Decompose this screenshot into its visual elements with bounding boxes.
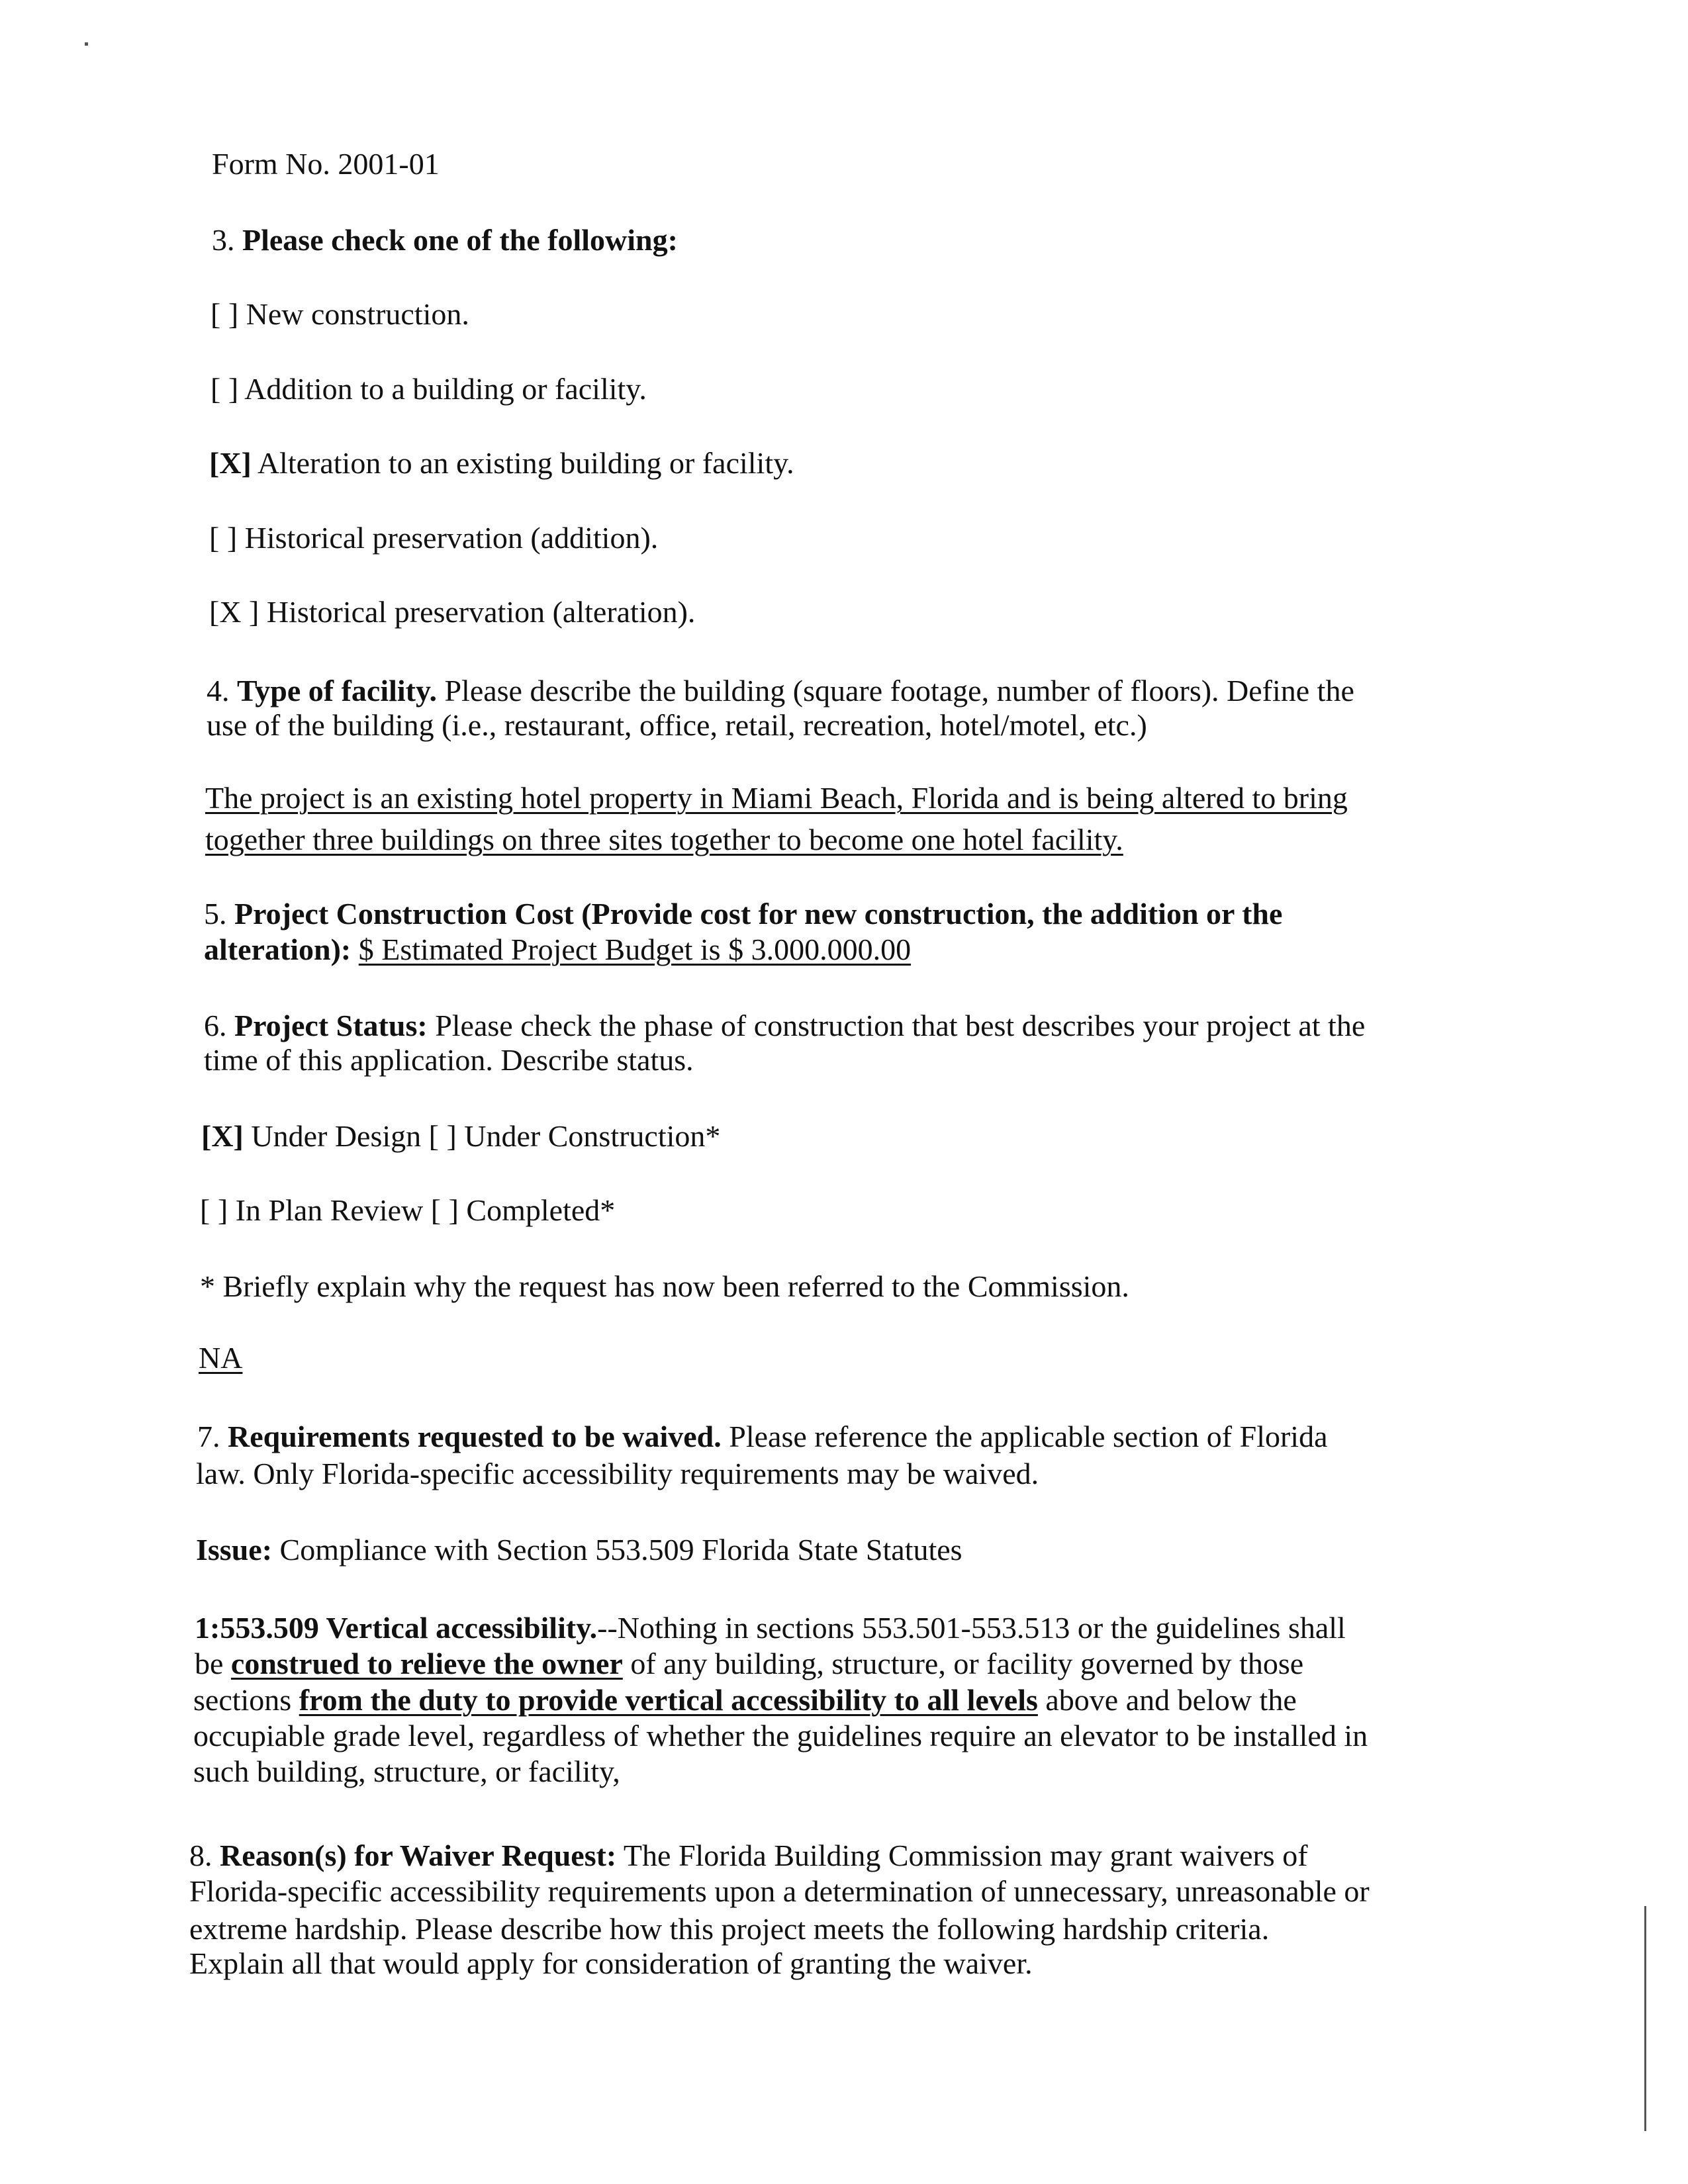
scan-edge-line — [1644, 1906, 1646, 2131]
q4-line-1 — [207, 676, 1354, 706]
option-label: New construction. — [246, 297, 469, 331]
option-label: In Plan Review — [235, 1193, 424, 1227]
q4-answer-line-2: together three buildings on three sites together to become one hotel facility. — [205, 823, 1123, 856]
q8-title: Reason(s) for Waiver Request: — [220, 1839, 617, 1872]
statute-line-1 — [195, 1613, 1346, 1643]
statute-text: sections — [193, 1683, 292, 1717]
q5-answer: $ Estimated Project Budget is $ 3.000.000.00 — [358, 933, 912, 966]
q4-number: 4. — [207, 674, 230, 707]
q4-answer-line-1: The project is an existing hotel property in Miami Beach, Florida and is being altered to bring — [205, 781, 1348, 815]
q5-number: 5. — [204, 897, 227, 931]
q6-answer: NA — [199, 1341, 243, 1375]
q6-title: Project Status: — [234, 1009, 428, 1042]
q6-status-row-1 — [201, 1121, 720, 1152]
q3-heading — [212, 225, 678, 255]
q6-status-row-2 — [200, 1195, 615, 1226]
checkbox-checked: [X] — [201, 1119, 244, 1153]
option-label: Alteration to an existing building or facility. — [257, 446, 794, 480]
q7-line-2: law. Only Florida-specific accessibility requirements may be waived. — [196, 1457, 1039, 1490]
q5-title: Project Construction Cost (Provide cost for new construction, the addition or the — [234, 897, 1283, 931]
statute-heading: 1:553.509 Vertical accessibility. — [195, 1611, 598, 1645]
checkbox-checked: [X] — [209, 446, 252, 480]
checkbox: [ ] — [428, 1119, 457, 1153]
statute-text: --Nothing in sections 553.501-553.513 or the guidelines shall — [597, 1611, 1346, 1645]
q8-line-2: Florida-specific accessibility requirements upon a determination of unnecessary, unreasonable or — [189, 1874, 1370, 1908]
q4-title: Type of facility. — [237, 674, 437, 707]
statute-line-4: occupiable grade level, regardless of whether the guidelines require an elevator to be installed in — [193, 1719, 1368, 1752]
option-label: Historical preservation (addition). — [244, 521, 659, 555]
q3-option-hist-addition — [209, 523, 658, 553]
q3-option-new — [211, 299, 469, 330]
q6-number: 6. — [204, 1009, 227, 1042]
statute-text: of any building, structure, or facility governed by those — [630, 1647, 1304, 1680]
q7-number: 7. — [197, 1420, 220, 1453]
q5-line-2 — [204, 934, 911, 965]
checkbox: [ ] — [430, 1193, 459, 1227]
statute-line-2 — [195, 1649, 1303, 1679]
q6-text: Please check the phase of construction that best describes your project at the — [435, 1009, 1366, 1042]
q3-title: Please check one of the following: — [242, 223, 678, 257]
q8-text: The Florida Building Commission may grant waivers of — [623, 1839, 1308, 1872]
q8-line-1 — [189, 1841, 1308, 1871]
option-label: Addition to a building or facility. — [244, 372, 647, 406]
q7-text: Please reference the applicable section of Florida — [729, 1420, 1328, 1453]
q4-text: Please describe the building (square footage, number of floors). Define the — [444, 674, 1354, 707]
form-number: Form No. 2001-01 — [212, 147, 440, 181]
option-label: Historical preservation (alteration). — [266, 595, 696, 629]
q3-option-hist-alteration — [209, 597, 695, 627]
q6-note: * Briefly explain why the request has now been referred to the Commission. — [200, 1269, 1129, 1303]
q3-option-addition — [211, 374, 647, 404]
q7-title: Requirements requested to be waived. — [228, 1420, 722, 1453]
option-label: Under Construction* — [464, 1119, 721, 1153]
q6-line-2: time of this application. Describe status. — [204, 1043, 694, 1077]
statute-emphasis: construed to relieve the owner — [230, 1647, 623, 1680]
issue-label: Issue: — [196, 1533, 273, 1567]
q3-number: 3. — [212, 223, 235, 257]
checkbox: [ ] — [209, 521, 238, 555]
statute-text: be — [195, 1647, 224, 1680]
scan-speck — [85, 42, 88, 46]
q6-line-1 — [204, 1011, 1365, 1041]
statute-line-5: such building, structure, or facility, — [193, 1754, 620, 1788]
issue-text: Compliance with Section 553.509 Florida State Statutes — [279, 1533, 962, 1567]
option-label: Completed* — [466, 1193, 616, 1227]
q3-option-alteration — [209, 448, 794, 478]
statute-text: above and below the — [1045, 1683, 1297, 1717]
q5-title-cont: alteration): — [204, 933, 352, 966]
q4-line-2: use of the building (i.e., restaurant, office, retail, recreation, hotel/motel, etc.) — [207, 708, 1147, 742]
option-label: Under Design — [251, 1119, 422, 1153]
checkbox: [ ] — [200, 1193, 228, 1227]
statute-line-3 — [193, 1685, 1297, 1715]
checkbox: [ ] — [211, 297, 239, 331]
statute-emphasis: from the duty to provide vertical accessibility to all levels — [299, 1683, 1038, 1717]
q8-line-3: extreme hardship. Please describe how this project meets the following hardship criteria. — [189, 1912, 1270, 1946]
q7-issue — [196, 1535, 962, 1565]
q5-line-1 — [204, 899, 1282, 929]
checkbox: [ ] — [211, 372, 239, 406]
q8-number: 8. — [189, 1839, 212, 1872]
q7-line-1 — [197, 1422, 1328, 1452]
q8-line-4: Explain all that would apply for consideration of granting the waiver. — [189, 1946, 1033, 1980]
checkbox-checked: [X ] — [209, 595, 259, 629]
